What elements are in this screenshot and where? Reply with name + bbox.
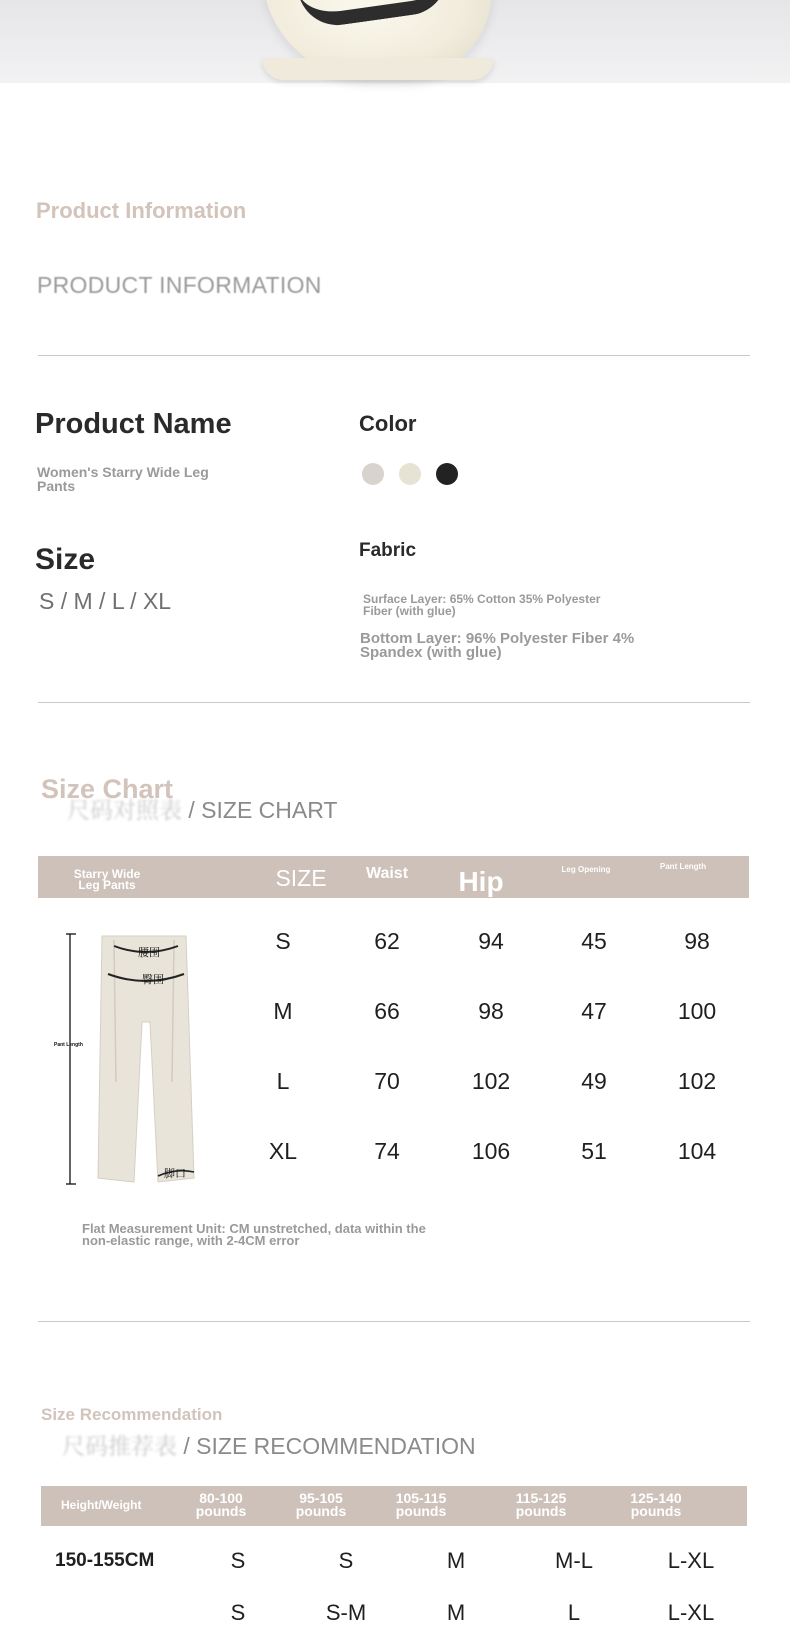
color-swatch-beige[interactable] bbox=[362, 463, 384, 485]
size-chart-cell-waist: 66 bbox=[374, 998, 400, 1024]
size-rec-header-cell: 115-125 pounds bbox=[515, 1490, 567, 1519]
header-hip: Hip bbox=[458, 866, 504, 897]
size-rec-header-cell: 95-105 pounds bbox=[295, 1490, 347, 1519]
fabric-surface: Surface Layer: 65% Cotton 35% Polyester Fiber (with glue) bbox=[363, 592, 601, 618]
header-size: SIZE bbox=[275, 865, 327, 891]
divider bbox=[38, 702, 750, 703]
size-chart-cell-hip: 98 bbox=[478, 998, 504, 1024]
size-chart-cell-leg-opening: 51 bbox=[581, 1138, 607, 1164]
size-chart-cell-pant-length: 102 bbox=[677, 1068, 717, 1094]
header-waist: Waist bbox=[365, 865, 409, 882]
header-leg-opening: Leg Opening bbox=[561, 865, 611, 874]
size-chart-cell-leg-opening: 45 bbox=[581, 928, 607, 954]
header-product: Starry Wide Leg Pants bbox=[73, 867, 141, 892]
figure-waist-label: 腰围 bbox=[138, 946, 160, 959]
size-rec-subtitle bbox=[62, 1428, 476, 1461]
size-chart-title: Size Chart bbox=[41, 774, 174, 804]
product-name-value: Women's Starry Wide Leg Pants bbox=[37, 464, 209, 494]
size-chart-cell-waist: 62 bbox=[374, 928, 400, 954]
product-photo bbox=[0, 0, 790, 83]
size-chart-cell-hip: 106 bbox=[471, 1138, 511, 1164]
shoe-sole bbox=[262, 58, 494, 80]
size-rec-header bbox=[41, 1486, 747, 1526]
pants-diagram bbox=[54, 932, 212, 1186]
figure-length-label: Pant Length bbox=[54, 1042, 83, 1048]
size-chart-subtitle-cn: 尺码对照表 bbox=[67, 797, 182, 823]
product-info-title: Product Information bbox=[36, 198, 247, 223]
size-label: Size bbox=[35, 543, 96, 576]
size-chart-cell-hip: 102 bbox=[471, 1068, 511, 1094]
size-chart-cell-size: L bbox=[276, 1068, 290, 1094]
size-rec-cell: S bbox=[230, 1600, 246, 1625]
size-chart-cell-size: S bbox=[275, 928, 291, 954]
size-rec-cell: S-M bbox=[325, 1600, 367, 1625]
product-info-subtitle: PRODUCT INFORMATION bbox=[37, 272, 322, 298]
size-chart-cell-waist: 70 bbox=[374, 1068, 400, 1094]
size-chart-header bbox=[38, 856, 749, 898]
measurement-note: Flat Measurement Unit: CM unstretched, data within the non-elastic range, with 2-4CM error bbox=[82, 1221, 426, 1248]
size-rec-cell: M bbox=[446, 1600, 466, 1625]
divider bbox=[38, 1321, 750, 1322]
size-rec-cell: L-XL bbox=[667, 1548, 715, 1573]
size-chart-cell-pant-length: 100 bbox=[677, 998, 717, 1024]
figure-hip-label: 臀围 bbox=[142, 973, 164, 986]
fabric-label: Fabric bbox=[359, 540, 417, 561]
size-rec-cell: M bbox=[446, 1548, 466, 1573]
size-rec-header-cell: 105-115 pounds bbox=[395, 1490, 447, 1519]
size-rec-height: 150-155CM bbox=[55, 1550, 155, 1571]
header-pant-length: Pant Length bbox=[659, 862, 707, 871]
size-value: S / M / L / XL bbox=[39, 588, 172, 614]
fabric-bottom: Bottom Layer: 96% Polyester Fiber 4% Spandex (with glue) bbox=[360, 630, 635, 661]
divider bbox=[38, 355, 750, 356]
size-rec-subtitle-cn: 尺码推荐表 bbox=[62, 1433, 177, 1459]
size-chart-cell-pant-length: 98 bbox=[684, 928, 710, 954]
size-chart-cell-pant-length: 104 bbox=[677, 1138, 717, 1164]
color-label: Color bbox=[359, 411, 417, 436]
size-rec-cell: S bbox=[230, 1548, 246, 1573]
size-rec-header-cell: 125-140 pounds bbox=[630, 1490, 682, 1519]
size-chart-cell-waist: 74 bbox=[374, 1138, 400, 1164]
size-chart-cell-hip: 94 bbox=[478, 928, 504, 954]
size-rec-cell: L bbox=[567, 1600, 581, 1625]
color-swatch-cream[interactable] bbox=[399, 463, 421, 485]
size-rec-header-cell: Height/Weight bbox=[61, 1498, 142, 1512]
size-rec-header-cell: 80-100 pounds bbox=[195, 1490, 247, 1519]
color-swatch-black[interactable] bbox=[436, 463, 458, 485]
size-chart-cell-size: XL bbox=[268, 1138, 298, 1164]
product-name-label: Product Name bbox=[35, 408, 232, 440]
size-chart-subtitle-en: / SIZE CHART bbox=[188, 797, 338, 823]
size-rec-cell: S bbox=[338, 1548, 354, 1573]
figure-hem-label: 脚口 bbox=[164, 1167, 186, 1180]
size-chart-subtitle bbox=[67, 792, 338, 825]
size-rec-cell: M-L bbox=[555, 1548, 593, 1573]
size-chart-cell-leg-opening: 47 bbox=[581, 998, 607, 1024]
size-chart-cell-size: M bbox=[273, 998, 293, 1024]
size-rec-subtitle-en: / SIZE RECOMMENDATION bbox=[183, 1433, 476, 1459]
size-rec-cell: L-XL bbox=[667, 1600, 715, 1625]
size-chart-cell-leg-opening: 49 bbox=[581, 1068, 607, 1094]
size-rec-title: Size Recommendation bbox=[41, 1405, 223, 1424]
